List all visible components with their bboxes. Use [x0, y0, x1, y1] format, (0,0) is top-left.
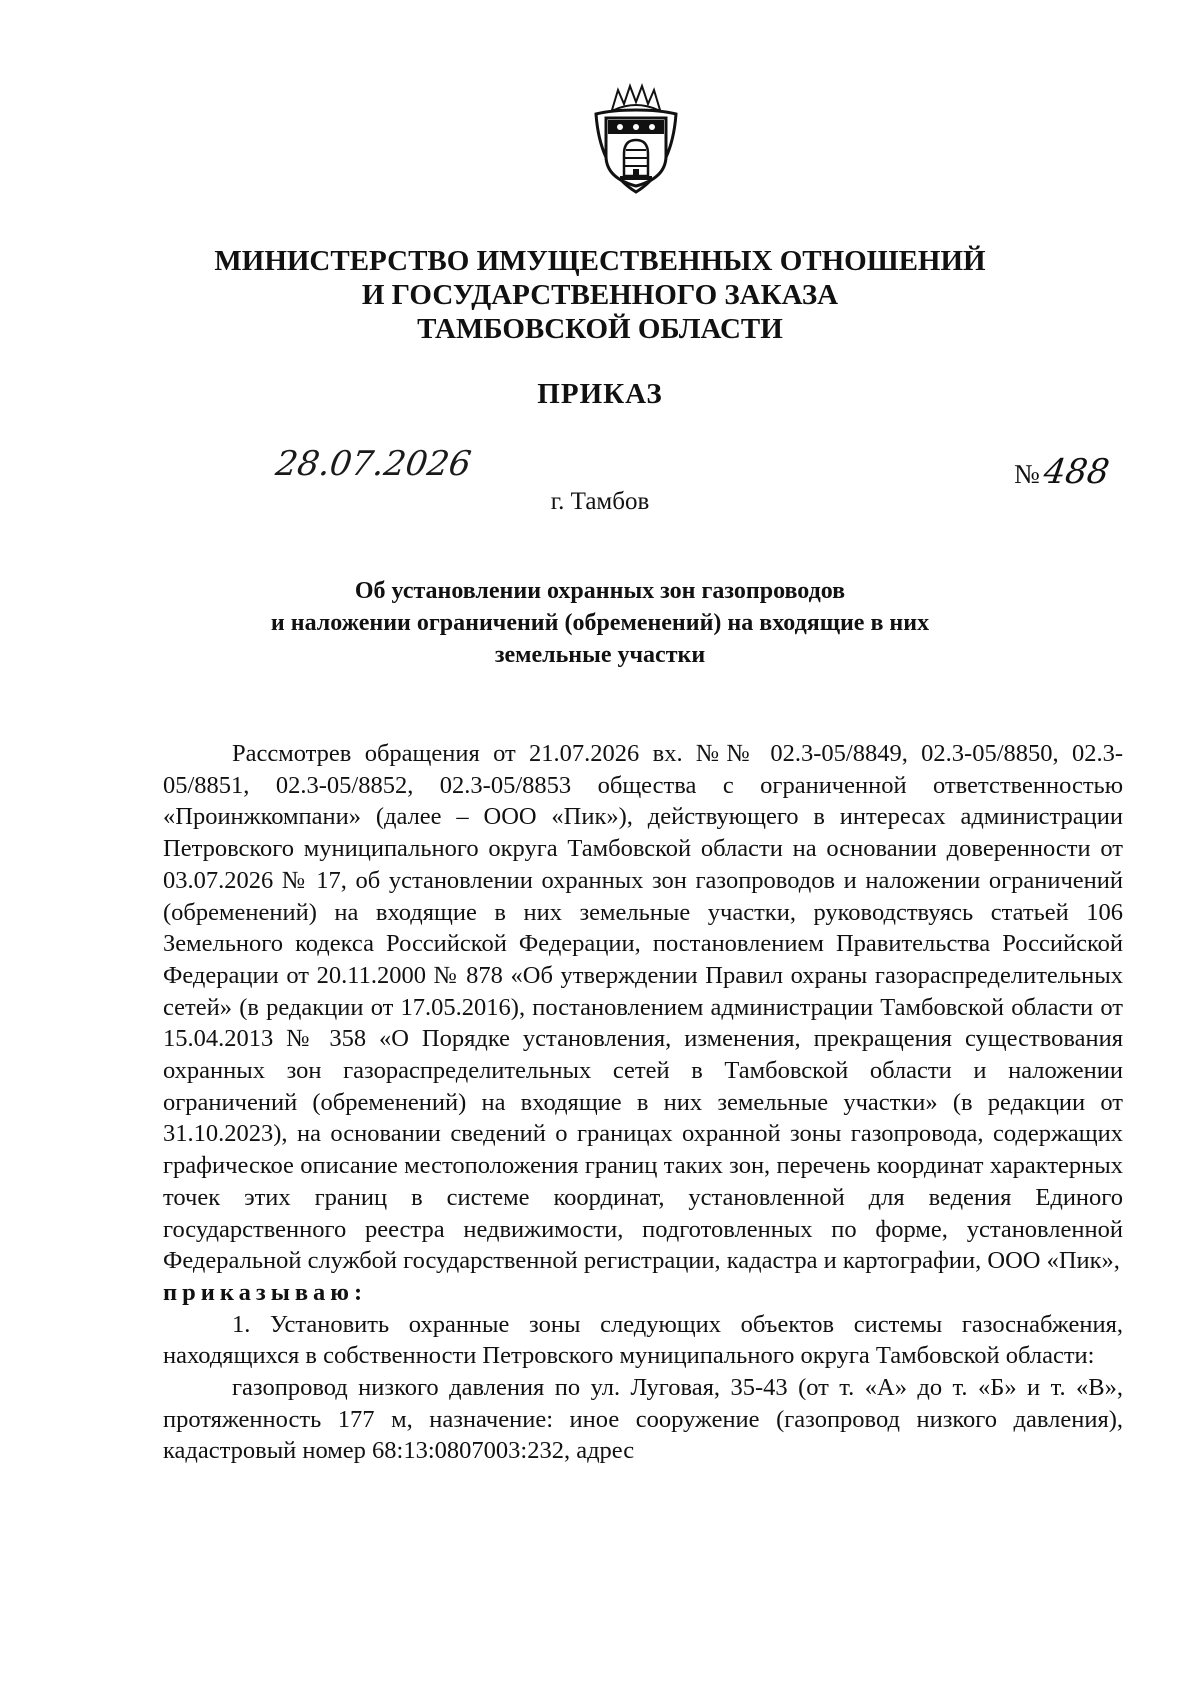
preamble-paragraph: Рассмотрев обращения от 21.07.2026 вх. №№ 02.3-05/8849, 02.3-05/8850, 02.3-05/8851, 02.3-05/8852, 02.3-05/8853 общества с ограниченной ответственностью «Проинжкомпани» (далее – ООО «Пик»), действующего в интересах администрации Петровского муниципального округа Тамбовской области на основании доверенности от 03.07.2026 № 17, об установлении охранных зон газопроводов и наложении ограничений (обременений) на входящие в них земельные участки, руководствуясь статьей 106 Земельного кодекса Российской Федерации, постановлением Правительства Российской Федерации от 20.11.2000 № 878 «Об утверждении Правил охраны газораспределительных сетей» (в редакции от 17.05.2016), постановлением администрации Тамбовской области от 15.04.2013 № 358 «О Порядке установления, изменения, прекращения существования охранных зон газораспределительных сетей в Тамбовской области и наложении ограничений (обременений) на входящие в них земельные участки» (в редакции от 31.10.2023), на основании сведений о границах охранной зоны газопровода, содержащих графическое описание местоположения границ таких зон, перечень координат характерных точек этих границ в системе координат, установленной для ведения Единого государственного реестра недвижимости, подготовленных по форме, установленной Федеральной службой государственной регистрации, кадастра и картографии, ООО «Пик»,: [163, 740, 1123, 1275]
ministry-name-line-3: ТАМБОВСКОЙ ОБЛАСТИ: [417, 313, 783, 345]
order-word: приказываю:: [163, 1278, 368, 1306]
item-1-object-paragraph: газопровод низкого давления по ул. Луговая, 35-43 (от т. «А» до т. «Б» и т. «В», протяженность 177 м, назначение: иное сооружение (газопровод низкого давления), кадастровый номер 68:13:0807003:232, адрес: [163, 1374, 1123, 1465]
coat-of-arms-icon: [590, 80, 682, 196]
order-date-handwritten: 28.07.2026: [273, 444, 474, 484]
order-body: [163, 738, 1123, 1467]
subject-line-2: и наложении ограничений (обременений) на входящие в них: [270, 610, 930, 636]
ministry-header: [150, 244, 1050, 346]
ministry-name-line-1: МИНИСТЕРСТВО ИМУЩЕСТВЕННЫХ ОТНОШЕНИЙ: [214, 245, 986, 277]
item-1-paragraph: 1. Установить охранные зоны следующих объектов системы газоснабжения, находящихся в собственности Петровского муниципального округа Тамбовской области:: [163, 1310, 1123, 1370]
order-city: г. Тамбов: [550, 488, 650, 515]
order-number: [1014, 452, 1112, 492]
order-title: ПРИКАЗ: [537, 378, 663, 410]
order-subject: [200, 575, 1000, 671]
subject-line-1: Об установлении охранных зон газопроводов: [354, 578, 846, 604]
order-number-label: №: [1014, 459, 1040, 489]
subject-line-3: земельные участки: [494, 642, 706, 668]
ministry-name-line-2: И ГОСУДАРСТВЕННОГО ЗАКАЗА: [361, 279, 839, 311]
order-number-handwritten: 488: [1040, 452, 1112, 492]
